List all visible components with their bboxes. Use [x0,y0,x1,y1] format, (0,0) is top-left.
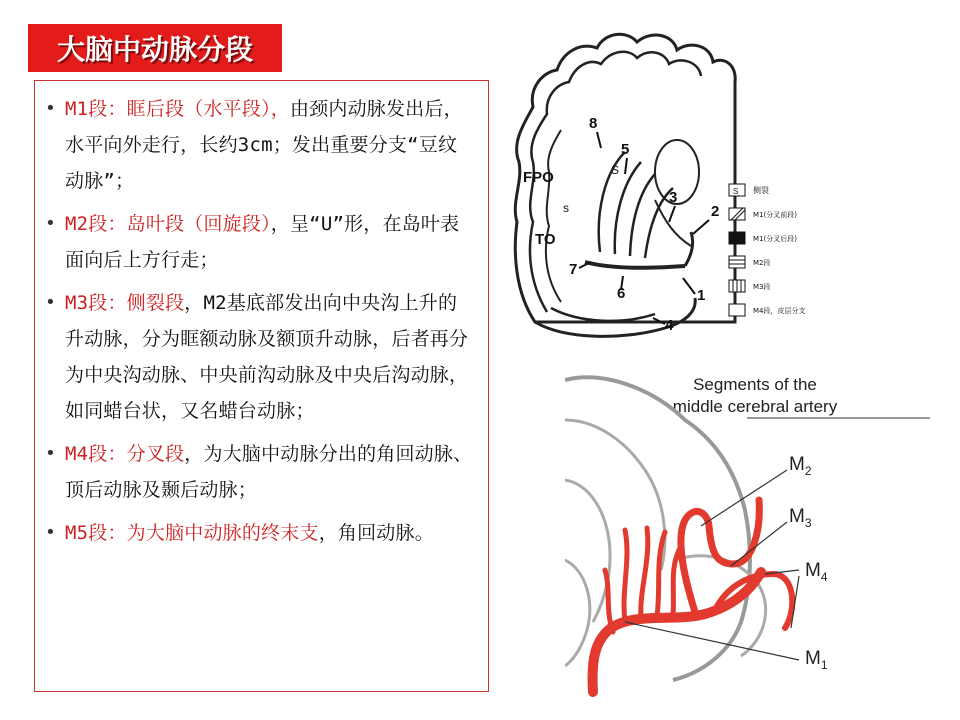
legend-label: 侧裂 [753,186,769,195]
bullet-body: ，呈“U”形，在岛叶表面向后上方行走； [65,213,460,271]
bullet-m1 [49,91,474,199]
region-label-fpo: FPO [523,169,554,186]
region-label-s-upper: S [611,163,620,177]
mca-segments-illustration [565,360,940,700]
arrow-number-5: 5 [621,141,630,158]
legend-label: M2段 [753,259,771,267]
bullet-m2 [49,206,474,278]
figure-title-line2: middle cerebral artery [672,397,838,416]
legend-label: M4段，皮层分支 [753,307,806,315]
arrow-number-4: 4 [665,317,674,334]
bullet-m3 [49,285,474,429]
label-m2: $M_2$ [789,454,812,478]
bullet-head: M4段：分叉段 [65,443,185,465]
arrow-number-1: 1 [697,287,706,304]
arrow-number-6: 6 [617,285,626,302]
slide-title: 大脑中动脉分段 [28,24,282,72]
arrow-number-2: 2 [711,203,720,220]
label-m1: $M_1$ [805,648,828,672]
bullet-body: 由颈内动脉发出后，水平向外走行，长约3cm；发出重要分支“豆纹动脉”； [65,98,463,192]
bullet-head: M5段：为大脑中动脉的终末支 [65,522,319,544]
bullet-body: ，为大脑中动脉分出的角回动脉、顶后动脉及颞后动脉； [65,443,473,501]
bullet-body: ，角回动脉。 [318,522,434,544]
bullet-list [49,91,474,551]
arrow-number-8: 8 [589,115,598,132]
arrow-number-7: 7 [569,261,578,278]
label-m3: $M_3$ [789,506,812,530]
region-label-to: TO [535,231,556,248]
segment-legend [729,184,806,316]
legend-label: M3段 [753,283,771,291]
bullet-body: ，M2基底部发出向中央沟上升的升动脉，分为眶额动脉及额顶升动脉，后者再分为中央沟动脉、中央前沟动脉及中央后沟动脉，如同蜡台状，又名蜡台动脉； [65,292,469,422]
bullet-head: M2段：岛叶段（回旋段） [65,213,271,235]
bullet-m5 [49,515,474,551]
legend-label: M1(分叉后段) [753,235,797,243]
bullet-head: M3段：侧裂段 [65,292,185,314]
region-label-s-lower: s [563,201,569,215]
bullet-m4 [49,436,474,508]
legend-label: M1(分叉前段) [753,211,797,219]
svg-text:S: S [733,187,739,196]
coronal-section-diagram [505,22,835,342]
label-m4: $M_4$ [805,560,828,584]
figure-title-line1: Segments of the [693,375,817,394]
bullet-head: M1段：眶后段（水平段）， [65,98,290,120]
text-panel [34,80,489,692]
arrow-number-3: 3 [669,189,678,206]
